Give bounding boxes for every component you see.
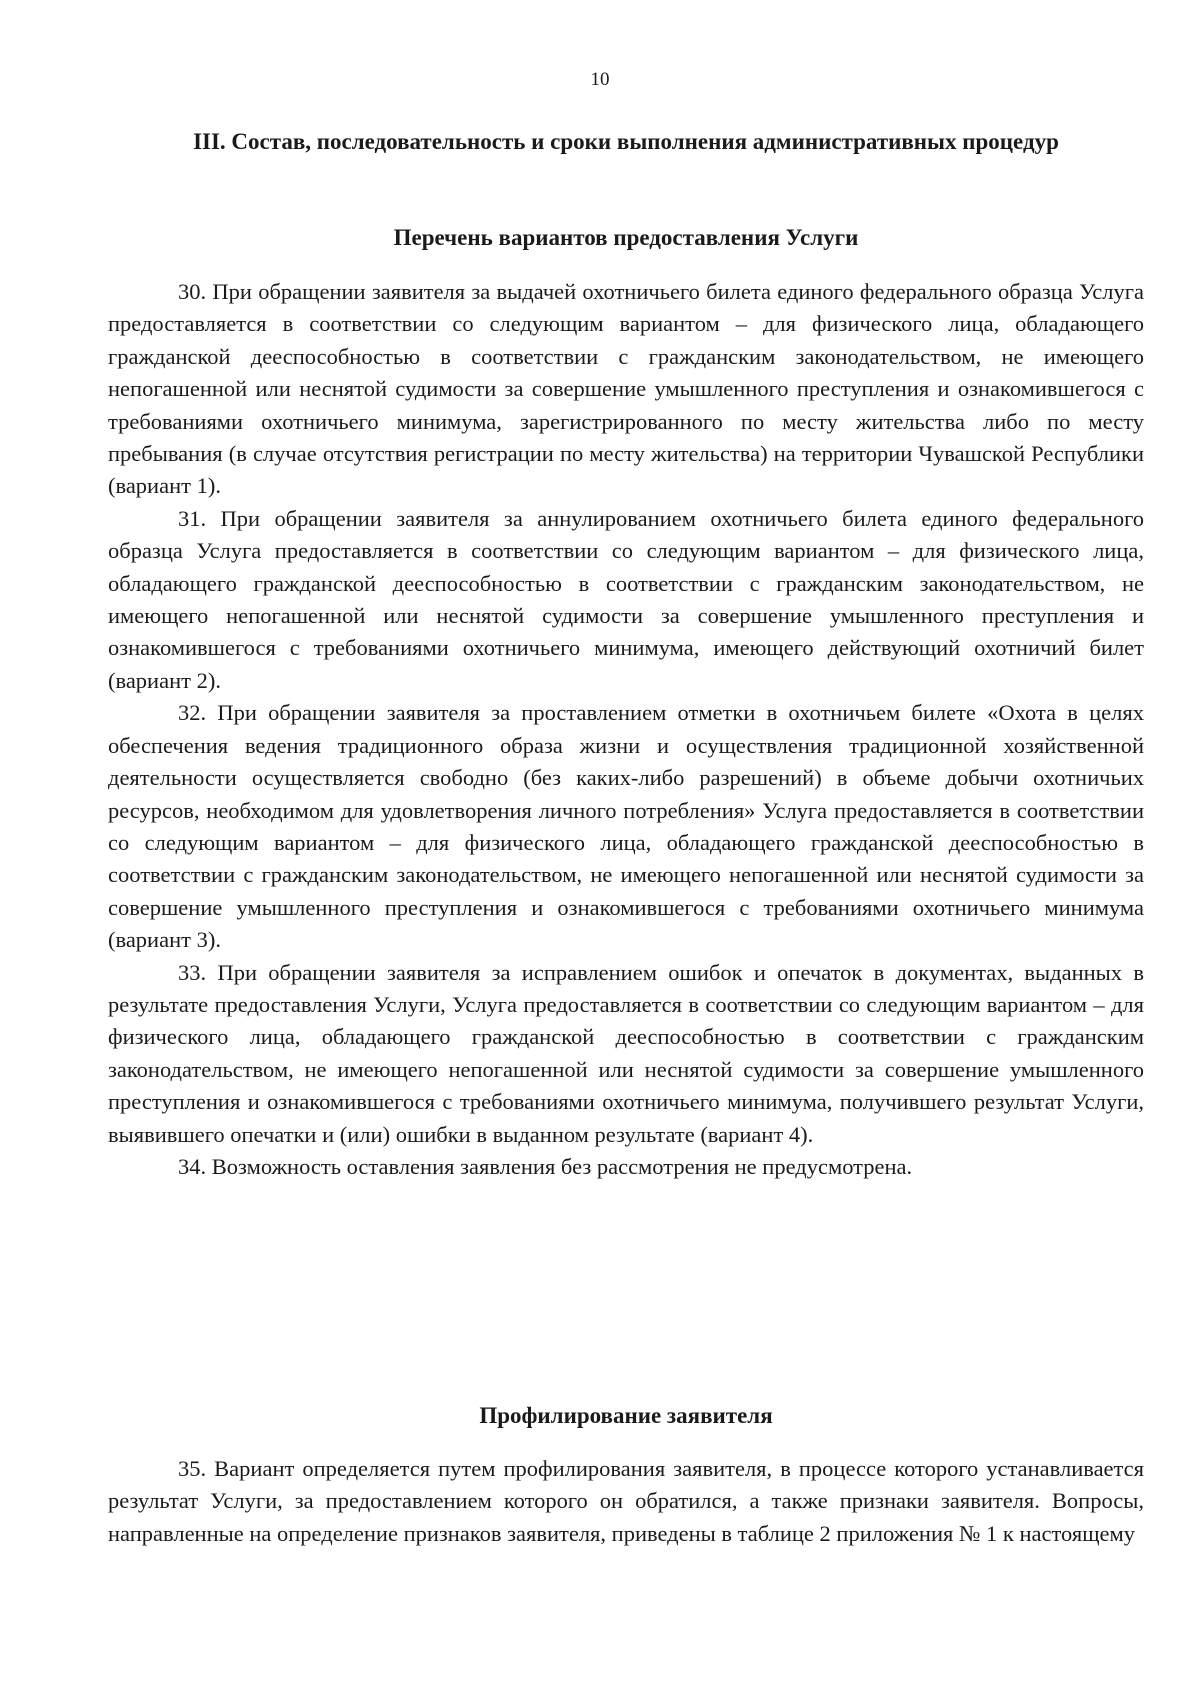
paragraph-31: 31. При обращении заявителя за аннулированием охотничьего билета единого федерального образца Услуга предоставляется в соответствии со следующим вариантом – для физического лица, обладающего гражданской дееспособностью в соответствии с гражданским законодательством, не имеющего непогашенной или неснятой судимости за совершение умышленного преступления и ознакомившегося с требованиями охотничьего минимума, имеющего действующий охотничий билет (вариант 2). [108, 505, 1144, 693]
profiling-body [108, 1453, 1144, 1550]
page-number: 10 [590, 69, 610, 90]
paragraph-33: 33. При обращении заявителя за исправлением ошибок и опечаток в документах, выданных в результате предоставления Услуги, Услуга предоставляется в соответствии со следующим вариантом – для физического лица, обладающего гражданской дееспособностью в соответствии с гражданским законодательством, не имеющего непогашенной или неснятой судимости за совершение умышленного преступления и ознакомившегося с требованиями охотничьего минимума, получившего результат Услуги, выявившего опечатки и (или) ошибки в выданном результате (вариант 4). [108, 959, 1144, 1147]
section-title: III. Состав, последовательность и сроки выполнения административных процедур [193, 129, 1059, 154]
paragraph-34: 34. Возможность оставления заявления без рассмотрения не предусмотрена. [178, 1153, 913, 1179]
paragraph-30: 30. При обращении заявителя за выдачей охотничьего билета единого федерального образца Услуга предоставляется в соответствии со следующим вариантом – для физического лица, обладающего гражданской дееспособностью в соответствии с гражданским законодательством, не имеющего непогашенной или неснятой судимости за совершение умышленного преступления и ознакомившегося с требованиями охотничьего минимума, зарегистрированного по месту жительства либо по месту пребывания (в случае отсутствия регистрации по месту жительства) на территории Чувашской Республики (вариант 1). [108, 279, 1144, 499]
variants-body [108, 276, 1144, 1183]
subsection-title-variants: Перечень вариантов предоставления Услуги [393, 225, 859, 250]
paragraph-35: 35. Вариант определяется путем профилирования заявителя, в процессе которого устанавливается результат Услуги, за предоставлением которого он обратился, а также признаки заявителя. Вопросы, направленные на определение признаков заявителя, приведены в таблице 2 приложения № 1 к настоящему [108, 1456, 1144, 1546]
paragraph-32: 32. При обращении заявителя за проставлением отметки в охотничьем билете «Охота в целях обеспечения ведения традиционного образа жизни и осуществления традиционной хозяйственной деятельности осуществляется свободно (без каких-либо разрешений) в объеме добычи охотничьих ресурсов, необходимом для удовлетворения личного потребления» Услуга предоставляется в соответствии со следующим вариантом – для физического лица, обладающего гражданской дееспособностью в соответствии с гражданским законодательством, не имеющего непогашенной или неснятой судимости за совершение умышленного преступления и ознакомившегося с требованиями охотничьего минимума (вариант 3). [108, 700, 1144, 953]
subsection-title-profiling: Профилирование заявителя [479, 1403, 773, 1428]
